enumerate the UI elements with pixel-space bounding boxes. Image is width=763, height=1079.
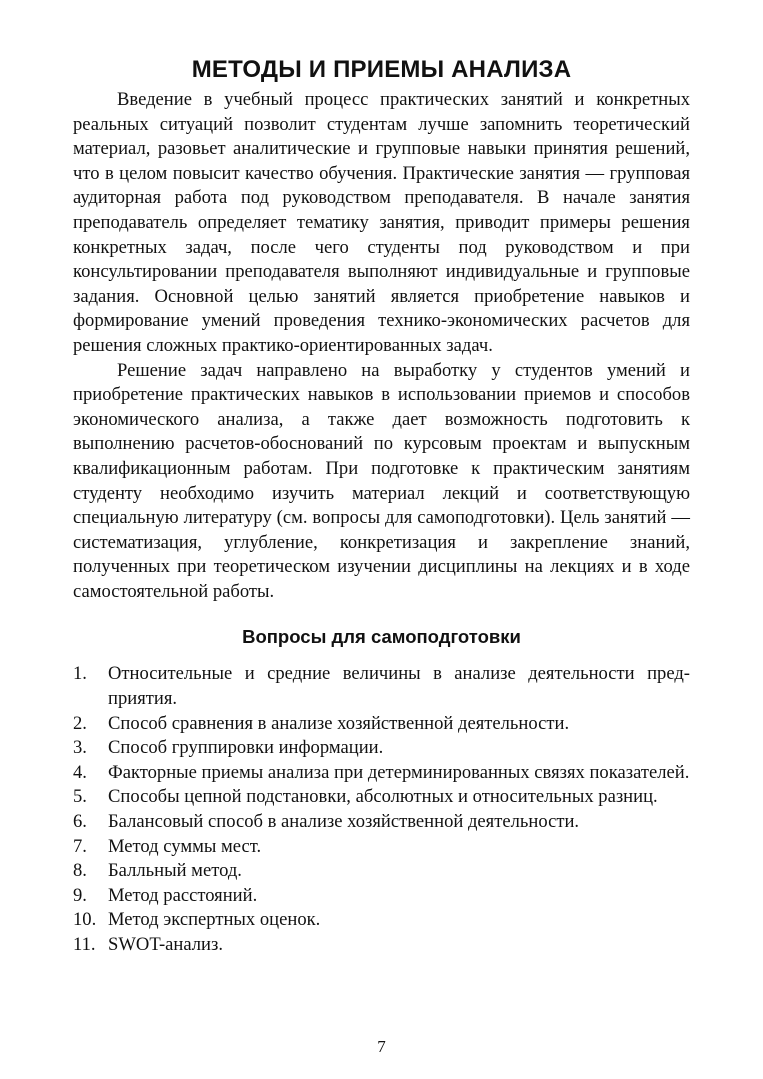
question-text: Метод расстояний. [108, 884, 258, 906]
question-text: Метод экспертных оценок. [108, 909, 321, 931]
question-number: 6. [73, 811, 87, 833]
page-title: МЕТОДЫ И ПРИЕМЫ АНАЛИЗА [191, 56, 572, 83]
question-text: SWOT-анализ. [108, 934, 224, 955]
question-item [73, 835, 690, 860]
question-text: Способы цепной подстановки, абсолютных и относительных разниц. [108, 786, 658, 808]
question-number: 4. [73, 761, 87, 783]
question-number: 1. [73, 663, 87, 685]
question-number: 8. [73, 860, 87, 882]
question-text: Метод суммы мест. [108, 835, 262, 857]
questions-heading: Вопросы для самоподготовки [242, 626, 521, 648]
question-item [73, 908, 690, 933]
question-text: Способ группировки информации. [108, 737, 384, 759]
questions-list [73, 662, 690, 957]
question-number: 9. [73, 884, 87, 906]
question-number: 10. [73, 909, 97, 931]
question-text: Балансовый способ в анализе хозяйственной деятельности. [108, 811, 580, 833]
question-item [73, 662, 690, 711]
question-text: Факторные приемы анализа при детерминированных связях показателей. [108, 761, 690, 783]
question-text: Относительные и средние величины в анализе деятельности предприятия. [108, 663, 690, 710]
question-item [73, 810, 690, 835]
intro-paragraph-2: Решение задач направлено на выработку у студентов умений и приобретение практических навыков в использовании приемов и способов экономического анализа, а также дает возможность подготовить к выполнению расчетов-обоснований по курсовым проектам и выпускным квалификационным работам. При подготовке к практическим занятиям студенту необходимо изучить материал лекций и соответствующую специальную литературу (см. вопросы для самоподготовки). Цель занятий — систематизация, углубление, конкретизация и закрепление знаний, полученных при теоретическом изучении дисциплины на лекциях и в ходе самостоятельной работы. [73, 359, 690, 602]
question-item [73, 761, 690, 786]
question-item [73, 736, 690, 761]
question-item [73, 933, 690, 958]
question-number: 11. [73, 934, 96, 955]
question-number: 3. [73, 737, 87, 759]
question-number: 7. [73, 835, 87, 857]
page-number: 7 [377, 1037, 386, 1056]
question-item [73, 884, 690, 909]
question-item [73, 785, 690, 810]
question-number: 2. [73, 712, 87, 734]
question-number: 5. [73, 786, 87, 808]
question-item [73, 859, 690, 884]
question-text: Способ сравнения в анализе хозяйственной деятельности. [108, 712, 570, 734]
document-page [73, 52, 690, 958]
question-text: Балльный метод. [108, 860, 242, 882]
intro-paragraph-1: Введение в учебный процесс практических занятий и конкретных реальных ситуаций позволит студентам лучше запомнить теоретический материал, разовьет аналитические и групповые навыки принятия решений, что в целом повысит качество обучения. Практические занятия — групповая аудиторная работа под руководством преподавателя. В начале занятия преподаватель определяет тематику занятия, приводит примеры решения конкретных задач, после чего студенты под руководством и при консультировании преподавателя выполняют индивидуальные и групповые задания. Основной целью занятий является приобретение навыков и формирование умений проведения технико-экономических расчетов для решения сложных практико-ориентированных задач. [73, 89, 690, 356]
question-item [73, 712, 690, 737]
